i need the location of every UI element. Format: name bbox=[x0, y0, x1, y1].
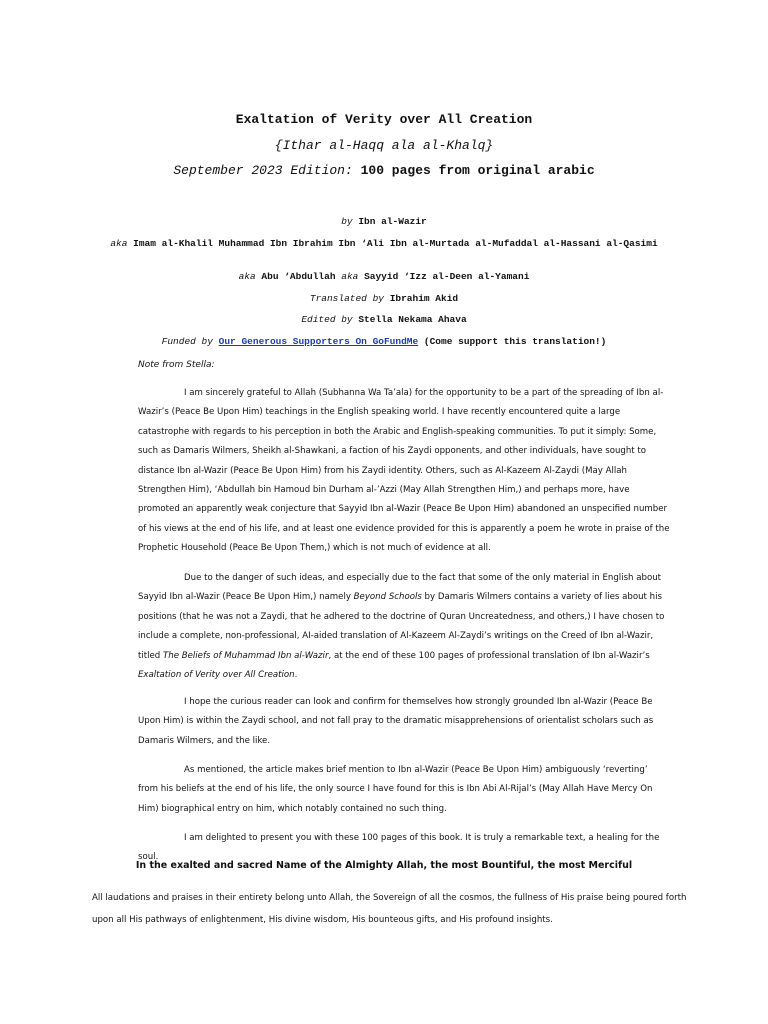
document-subtitle: {Ithar al-Haqq ala al-Khalq} bbox=[274, 138, 494, 153]
kunya-line bbox=[0, 271, 768, 282]
note-paragraph-1 bbox=[138, 384, 670, 559]
paragraph-text: by Damaris Wilmers contains a variety of lies about his positions (that he was not a Zaydi, that he adhered to the doctrine of Quran Uncreatedness, and others,) I have chosen to include a complete, non-professional, AI-aided translation of Al-Kazeem Al-Zaydi’s writings on the Creed of Ibn al-Wazir, titled bbox=[138, 592, 665, 661]
editor-name: Stella Nekama Ahava bbox=[358, 314, 467, 325]
note-paragraph-2 bbox=[138, 569, 670, 685]
book-title-beliefs: The Beliefs of Muhammad Ibn al-Wazir bbox=[163, 650, 329, 661]
edition-line bbox=[0, 163, 768, 178]
paragraph-text: I am delighted to present you with these 100 pages of this book. It is truly a remarkable text, a healing for the soul. bbox=[138, 833, 660, 863]
funded-line bbox=[0, 336, 768, 347]
edition-label: September 2023 Edition: bbox=[173, 163, 353, 178]
funded-label: Funded by bbox=[161, 336, 213, 347]
full-name: Imam al-Khalil Muhammad Ibn Ibrahim Ibn ‘Ali Ibn al-Murtada al-Mufaddal al-Hassani al-Qasimi bbox=[133, 238, 658, 249]
book-title-exaltation: Exaltation of Verity over All Creation bbox=[138, 670, 295, 681]
paragraph-text: , at the end of these 100 pages of professional translation of Ibn al-Wazir’s bbox=[328, 650, 650, 661]
author-line bbox=[0, 216, 768, 227]
translator-name: Ibrahim Akid bbox=[389, 293, 459, 304]
by-label: by bbox=[341, 216, 353, 227]
full-name-line bbox=[100, 238, 668, 250]
paragraph-text: Due to the danger of such ideas, and especially due to the fact that some of the only material in English about Sayyid Ibn al-Wazir (Peace Be Upon Him,) namely bbox=[138, 573, 662, 603]
opening-praise-paragraph: All laudations and praises in their entirety belong unto Allah, the Sovereign of all the cosmos, the fullness of His praise being poured forth upon all His pathways of enlightenment, His divine wisdom, His bounteous gifts, and His profound insights. bbox=[92, 893, 687, 925]
note-paragraph-3 bbox=[138, 693, 670, 751]
note-heading: Note from Stella: bbox=[138, 360, 215, 370]
paragraph-text: I am sincerely grateful to Allah (Subhanna Wa Ta’ala) for the opportunity to be a part of the spreading of Ibn al-Wazir’s (Peace Be Upon Him) teachings in the English speaking world. I have recently encountered quite a large catastrophe with regards to his perception in both the Arabic and English-speaking communities. To put it simply: Some, such as Damaris Wilmers, Sheikh al-Shawkani, a faction of his Zaydi opponents, and other individuals, have sought to distance Ibn al-Wazir (Peace Be Upon Him) from his Zaydi identity. Others, such as Al-Kazeem Al-Zaydi (May Allah Strengthen Him), ‘Abdullah bin Hamoud bin Durham al-’Azzi (May Allah Strengthen Him,) and perhaps more, have promoted an apparently weak conjecture that Sayyid Ibn al-Wazir (Peace Be Upon Him) abandoned an unspecified number of his views at the end of his life, and at least one evidence provided for this is apparently a poem he wrote in praise of the Prophetic Household (Peace Be Upon Them,) which is not much of evidence at all. bbox=[138, 388, 670, 554]
editor-line bbox=[0, 314, 768, 325]
author-name: Ibn al-Wazir bbox=[358, 216, 427, 227]
edited-label: Edited by bbox=[301, 314, 353, 325]
book-title-beyond-schools: Beyond Schools bbox=[353, 592, 422, 603]
aka-label-2: aka bbox=[238, 271, 256, 282]
aka-label: aka bbox=[110, 238, 128, 249]
translated-label: Translated by bbox=[309, 293, 384, 304]
aka-label-3: aka bbox=[341, 271, 359, 282]
funded-suffix: (Come support this translation!) bbox=[423, 336, 607, 347]
kunya: Abu ‘Abdullah bbox=[261, 271, 336, 282]
edition-description: 100 pages from original arabic bbox=[360, 163, 595, 178]
laqab: Sayyid ‘Izz al-Deen al-Yamani bbox=[364, 271, 530, 282]
paragraph-text: . bbox=[294, 670, 298, 681]
document-title: Exaltation of Verity over All Creation bbox=[235, 112, 533, 127]
paragraph-text: As mentioned, the article makes brief mention to Ibn al-Wazir (Peace Be Upon Him) ambiguously ‘reverting’ from his beliefs at the end of his life, the only source I have found for this is Ibn Abi Al-Rijal’s (May Allah Have Mercy On Him) biographical entry on him, which notably contained no such thing. bbox=[138, 765, 653, 814]
bismillah-heading: In the exalted and sacred Name of the Almighty Allah, the most Bountiful, the most Merciful bbox=[135, 860, 633, 871]
note-paragraph-4 bbox=[138, 761, 670, 819]
paragraph-text: I hope the curious reader can look and confirm for themselves how strongly grounded Ibn al-Wazir (Peace Be Upon Him) is within the Zaydi school, and not fall pray to the dramatic misapprehensions of orientalist scholars such as Damaris Wilmers, and the like. bbox=[138, 697, 654, 746]
gofundme-link[interactable]: Our Generous Supporters On GoFundMe bbox=[218, 336, 419, 347]
translator-line bbox=[0, 293, 768, 304]
